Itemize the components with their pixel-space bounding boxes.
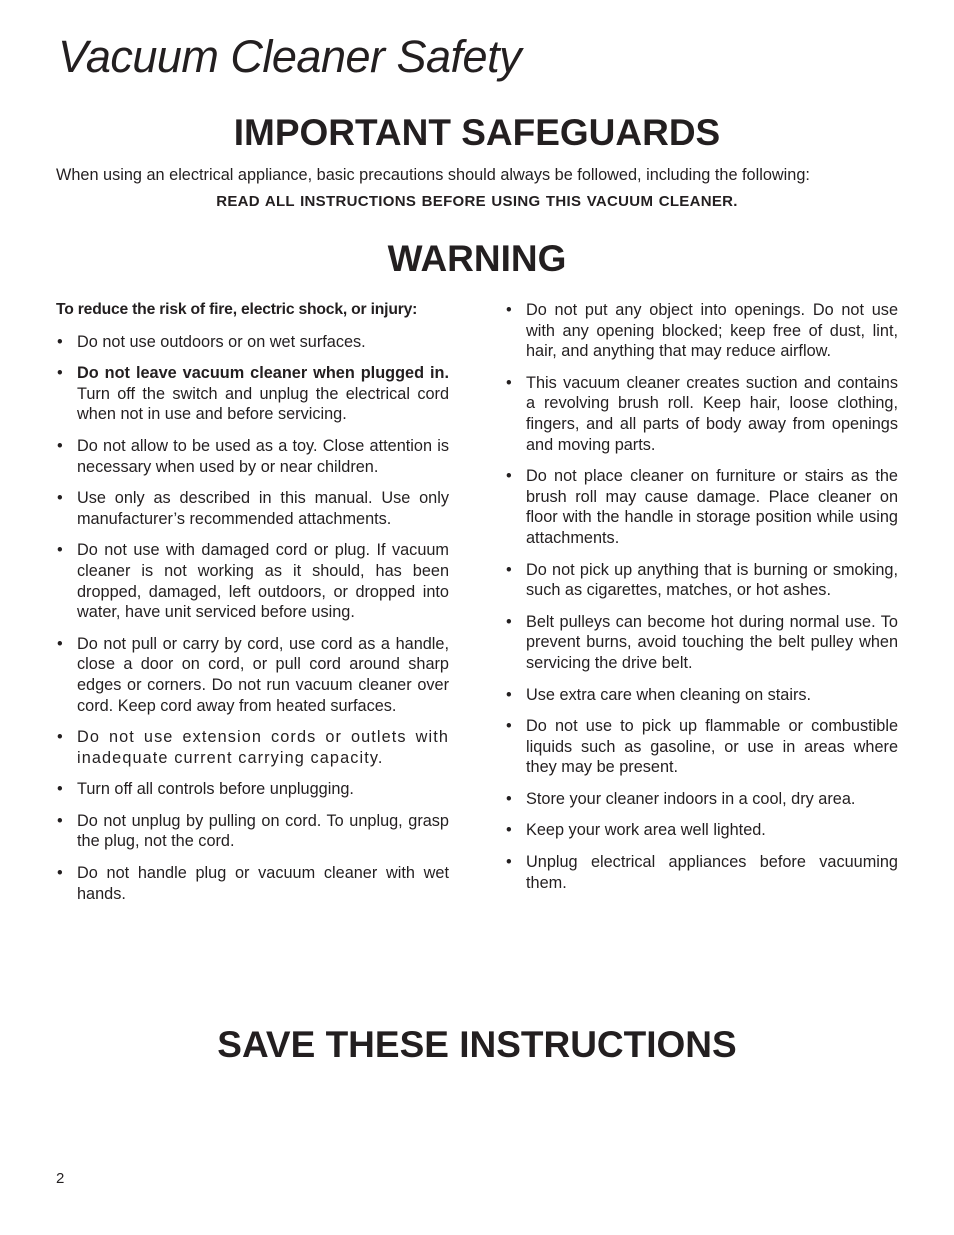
list-item bbox=[505, 300, 898, 362]
warning-column-right bbox=[505, 300, 898, 904]
list-item-text: Turn off the switch and unplug the electrical cord when not in use and before servicing. bbox=[77, 384, 449, 424]
list-item bbox=[56, 727, 449, 768]
warning-column-left bbox=[56, 300, 449, 915]
list-item bbox=[505, 373, 898, 455]
list-item bbox=[56, 488, 449, 529]
list-item bbox=[56, 540, 449, 622]
list-item-text: Keep your work area well lighted. bbox=[526, 821, 766, 840]
list-item-text: Do not use extension cords or outlets with inadequate current carrying capacity. bbox=[77, 728, 449, 767]
list-item bbox=[505, 716, 898, 778]
list-item-text: Do not handle plug or vacuum cleaner with wet hands. bbox=[77, 864, 449, 903]
list-item bbox=[505, 466, 898, 548]
list-item-text: Do not allow to be used as a toy. Close attention is necessary when used by or near children. bbox=[77, 436, 449, 476]
list-item bbox=[56, 863, 449, 904]
list-item-text: Do not pull or carry by cord, use cord as a handle, close a door on cord, or pull cord around sharp edges or corners. Do not run vacuum cleaner over cord. Keep cord away from heated surfaces. bbox=[77, 634, 449, 715]
list-item bbox=[505, 852, 898, 893]
intro-text: When using an electrical appliance, basic precautions should always be followed, including the following: bbox=[56, 166, 810, 184]
list-item-text: Do not put any object into openings. Do not use with any opening blocked; keep free of dust, lint, hair, and anything that may reduce airflow. bbox=[526, 301, 898, 361]
list-item-text: Do not use with damaged cord or plug. If vacuum cleaner is not working as it should, has been dropped, damaged, left outdoors, or dropped into water, have unit serviced before using. bbox=[77, 541, 449, 622]
list-item bbox=[56, 779, 449, 800]
save-instructions-heading: SAVE THESE INSTRUCTIONS bbox=[217, 1024, 737, 1065]
list-item bbox=[505, 685, 898, 706]
page-number: 2 bbox=[56, 1170, 65, 1187]
list-item bbox=[505, 820, 898, 841]
warning-list-left bbox=[56, 332, 449, 905]
list-item-text: Unplug electrical appliances before vacuuming them. bbox=[526, 853, 898, 892]
list-item-text: Turn off all controls before unplugging. bbox=[77, 780, 354, 799]
list-item-text: Use only as described in this manual. Use only manufacturer’s recommended attachments. bbox=[77, 489, 449, 528]
list-item bbox=[56, 634, 449, 716]
list-item-text: Store your cleaner indoors in a cool, dry area. bbox=[526, 789, 856, 808]
important-safeguards-heading: IMPORTANT SAFEGUARDS bbox=[233, 112, 721, 153]
list-item bbox=[56, 811, 449, 852]
warning-list-right bbox=[505, 300, 898, 893]
list-item bbox=[56, 436, 449, 477]
list-item bbox=[56, 332, 449, 353]
list-item-text: Belt pulleys can become hot during normal use. To prevent burns, avoid touching the belt pulley when servicing the drive belt. bbox=[526, 612, 898, 672]
list-item-text: Do not pick up anything that is burning or smoking, such as cigarettes, matches, or hot ashes. bbox=[526, 560, 898, 600]
list-item-text: Do not use outdoors or on wet surfaces. bbox=[77, 332, 366, 351]
list-item-text: Do not unplug by pulling on cord. To unplug, grasp the plug, not the cord. bbox=[77, 811, 449, 851]
list-item-text: This vacuum cleaner creates suction and contains a revolving brush roll. Keep hair, loose clothing, fingers, and all parts of body away from openings and moving parts. bbox=[526, 373, 898, 454]
list-item bbox=[505, 612, 898, 674]
list-item-lead: Do not leave vacuum cleaner when plugged in. bbox=[77, 364, 449, 383]
list-item bbox=[56, 363, 449, 425]
risk-subhead: To reduce the risk of fire, electric shock, or injury: bbox=[56, 301, 418, 318]
page-title: Vacuum Cleaner Safety bbox=[58, 31, 522, 82]
list-item-text: Do not use to pick up flammable or combustible liquids such as gasoline, or use in areas where they may be present. bbox=[526, 717, 898, 777]
read-all-instructions-notice: READ ALL INSTRUCTIONS BEFORE USING THIS VACUUM CLEANER. bbox=[216, 193, 738, 210]
list-item bbox=[505, 560, 898, 601]
list-item-text: Use extra care when cleaning on stairs. bbox=[526, 685, 812, 704]
list-item-text: Do not place cleaner on furniture or stairs as the brush roll may cause damage. Place cleaner on floor with the handle in storage position while using attachments. bbox=[526, 467, 898, 547]
list-item bbox=[505, 789, 898, 810]
warning-heading: WARNING bbox=[387, 238, 567, 279]
